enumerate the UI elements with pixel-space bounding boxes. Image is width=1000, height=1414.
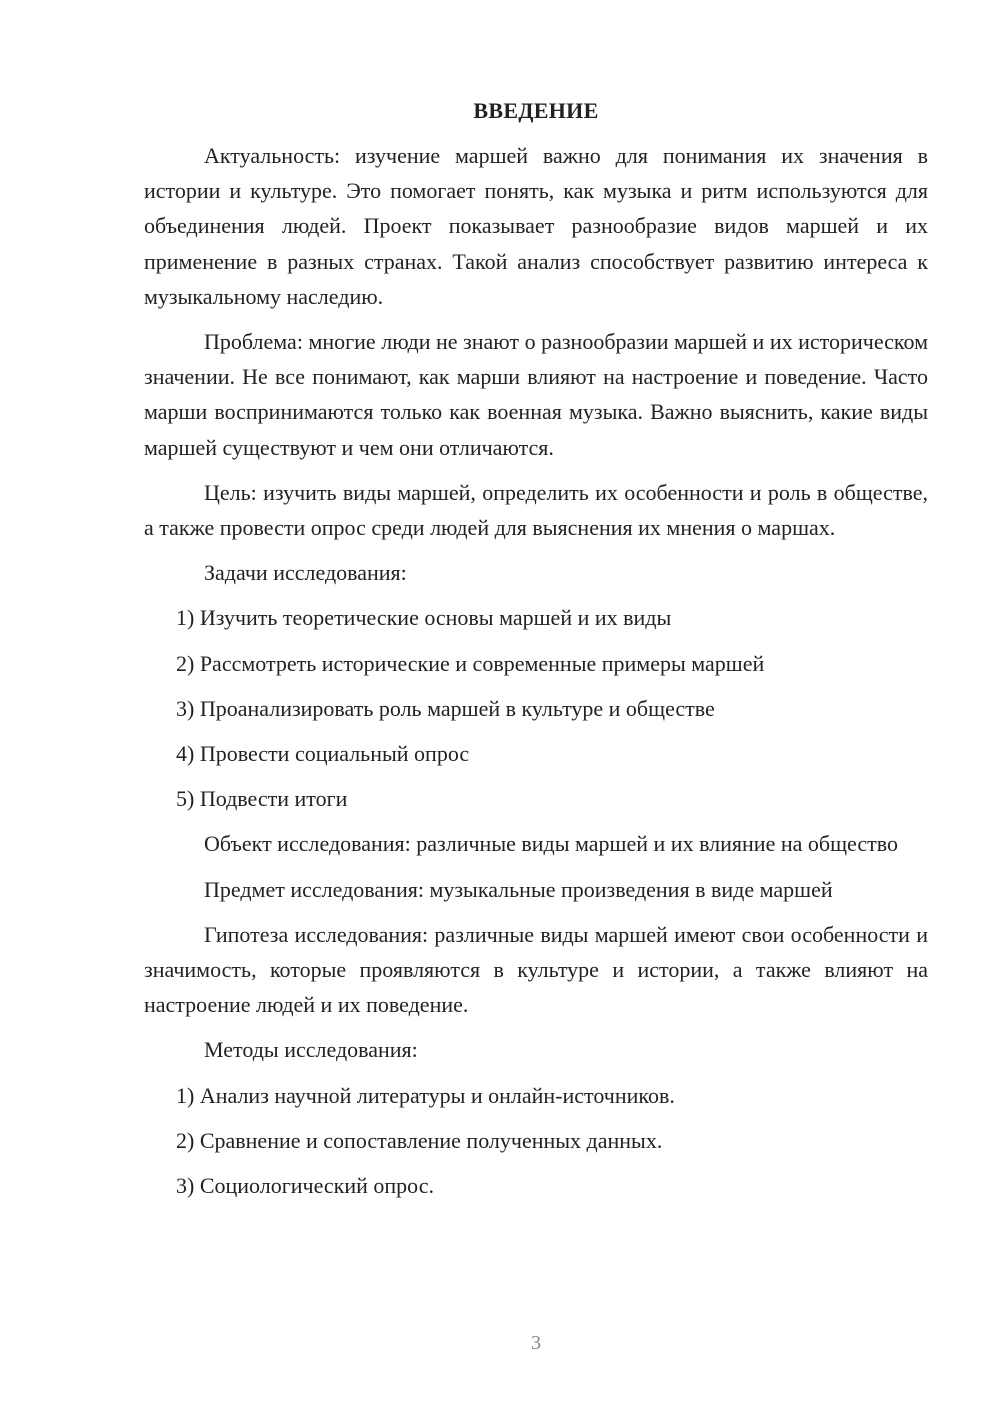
paragraph-relevance: Актуальность: изучение маршей важно для понимания их значения в истории и культуре. Это помогает понять, как музыка и ритм используются для объединения людей. Проект показывает разнообразие видов маршей и их применение в разных странах. Такой анализ способствует развитию интереса к музыкальному наследию. <box>144 143 928 309</box>
list-item-task: 3) Проанализировать роль маршей в культуре и обществе <box>176 695 715 721</box>
paragraph-object: Объект исследования: различные виды маршей и их влияние на общество <box>204 831 898 857</box>
list-item-task: 4) Провести социальный опрос <box>176 741 470 767</box>
paragraph-subject: Предмет исследования: музыкальные произведения в виде маршей <box>204 876 833 902</box>
methods-heading: Методы исследования: <box>204 1037 418 1063</box>
list-item-task: 5) Подвести итоги <box>176 786 348 812</box>
page-number: 3 <box>531 1332 541 1354</box>
paragraph-problem: Проблема: многие люди не знают о разнообразии маршей и их историческом значении. Не все понимают, как марши влияют на настроение и поведение. Часто марши воспринимаются только как военная музыка. Важно выяснить, какие виды маршей существуют и чем они отличаются. <box>144 329 928 460</box>
paragraph-hypothesis: Гипотеза исследования: различные виды маршей имеют свои особенности и значимость, которые проявляются в культуре и истории, а также влияют на настроение людей и их поведение. <box>144 921 928 1018</box>
list-item-method: 3) Социологический опрос. <box>176 1173 434 1199</box>
list-item-method: 1) Анализ научной литературы и онлайн-источников. <box>176 1082 675 1108</box>
list-item-task: 1) Изучить теоретические основы маршей и их виды <box>176 605 672 631</box>
document-page <box>144 94 928 1213</box>
list-item-task: 2) Рассмотреть исторические и современные примеры маршей <box>176 650 765 676</box>
tasks-heading: Задачи исследования: <box>204 560 407 586</box>
paragraph-goal: Цель: изучить виды маршей, определить их особенности и роль в обществе, а также провести опрос среди людей для выяснения их мнения о маршах. <box>144 479 928 541</box>
page-title: ВВЕДЕНИЕ <box>473 98 599 123</box>
list-item-method: 2) Сравнение и сопоставление полученных данных. <box>176 1127 663 1153</box>
